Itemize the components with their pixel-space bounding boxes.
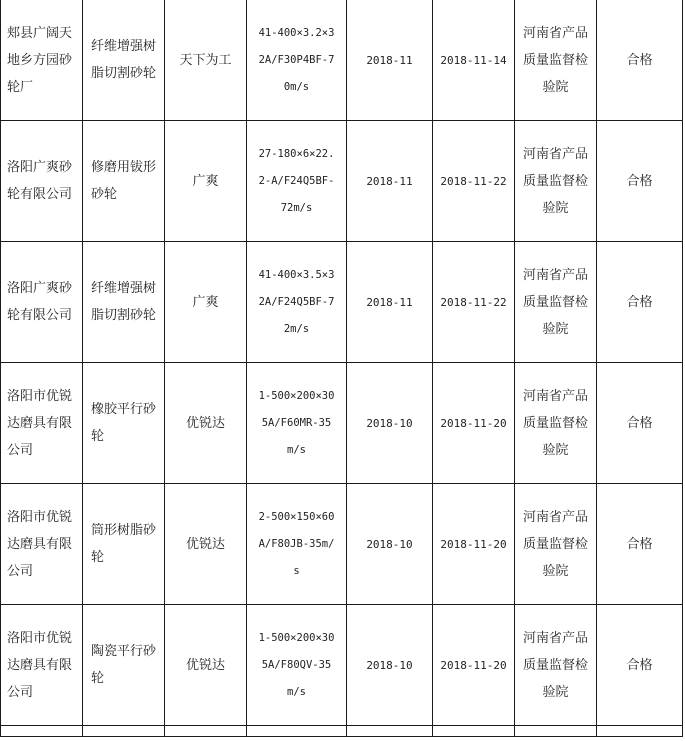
company-name: 洛阳市优锐达磨具有限公司 xyxy=(1,363,83,484)
spec-model: 41-400×3.2×32A/F30P4BF-70m/s xyxy=(247,0,347,121)
company-name: 洛阳市优锐达磨具有限公司 xyxy=(1,605,83,726)
spec-model: 1-500×200×305A/F60MR-35m/s xyxy=(247,363,347,484)
inspection-agency: 河南省产品质量监督检验院 xyxy=(515,363,597,484)
company-name: 洛阳市优锐达磨具有限公司 xyxy=(1,484,83,605)
production-date: 2018-10 xyxy=(347,605,433,726)
brand-name: 优锐达 xyxy=(165,363,247,484)
production-date: 2018-11 xyxy=(347,0,433,121)
product-name: 筒形树脂砂轮 xyxy=(83,484,165,605)
table-row xyxy=(1,484,683,605)
production-date: 2018-10 xyxy=(347,363,433,484)
inspection-result: 合格 xyxy=(597,0,683,121)
spec-model: 1-500×200×305A/F80QV-35m/s xyxy=(247,605,347,726)
empty-cell xyxy=(347,726,433,737)
inspection-result: 合格 xyxy=(597,484,683,605)
sampling-date: 2018-11-20 xyxy=(433,605,515,726)
product-name: 修磨用钹形砂轮 xyxy=(83,121,165,242)
inspection-agency: 河南省产品质量监督检验院 xyxy=(515,242,597,363)
inspection-agency: 河南省产品质量监督检验院 xyxy=(515,0,597,121)
empty-cell xyxy=(83,726,165,737)
table-row xyxy=(1,363,683,484)
product-name: 橡胶平行砂轮 xyxy=(83,363,165,484)
company-name: 洛阳广爽砂轮有限公司 xyxy=(1,242,83,363)
brand-name: 优锐达 xyxy=(165,484,247,605)
brand-name: 优锐达 xyxy=(165,605,247,726)
table-row-partial xyxy=(1,726,683,737)
production-date: 2018-10 xyxy=(347,484,433,605)
brand-name: 天下为工 xyxy=(165,0,247,121)
spec-model: 41-400×3.5×32A/F24Q5BF-72m/s xyxy=(247,242,347,363)
production-date: 2018-11 xyxy=(347,242,433,363)
empty-cell xyxy=(597,726,683,737)
sampling-date: 2018-11-20 xyxy=(433,363,515,484)
spec-model: 2-500×150×60A/F80JB-35m/s xyxy=(247,484,347,605)
inspection-agency: 河南省产品质量监督检验院 xyxy=(515,121,597,242)
sampling-date: 2018-11-14 xyxy=(433,0,515,121)
table-row xyxy=(1,605,683,726)
inspection-result: 合格 xyxy=(597,121,683,242)
empty-cell xyxy=(433,726,515,737)
production-date: 2018-11 xyxy=(347,121,433,242)
inspection-result: 合格 xyxy=(597,363,683,484)
empty-cell xyxy=(165,726,247,737)
inspection-agency: 河南省产品质量监督检验院 xyxy=(515,605,597,726)
table-row xyxy=(1,121,683,242)
table-row xyxy=(1,242,683,363)
product-name: 陶瓷平行砂轮 xyxy=(83,605,165,726)
sampling-date: 2018-11-20 xyxy=(433,484,515,605)
empty-cell xyxy=(515,726,597,737)
inspection-agency: 河南省产品质量监督检验院 xyxy=(515,484,597,605)
brand-name: 广爽 xyxy=(165,121,247,242)
inspection-result: 合格 xyxy=(597,605,683,726)
product-name: 纤维增强树脂切割砂轮 xyxy=(83,242,165,363)
sampling-date: 2018-11-22 xyxy=(433,242,515,363)
product-name: 纤维增强树脂切割砂轮 xyxy=(83,0,165,121)
inspection-result: 合格 xyxy=(597,242,683,363)
sampling-date: 2018-11-22 xyxy=(433,121,515,242)
table-row xyxy=(1,0,683,121)
brand-name: 广爽 xyxy=(165,242,247,363)
spec-model: 27-180×6×22.2-A/F24Q5BF-72m/s xyxy=(247,121,347,242)
empty-cell xyxy=(247,726,347,737)
empty-cell xyxy=(1,726,83,737)
company-name: 洛阳广爽砂轮有限公司 xyxy=(1,121,83,242)
company-name: 郏县广阔天地乡方园砂轮厂 xyxy=(1,0,83,121)
